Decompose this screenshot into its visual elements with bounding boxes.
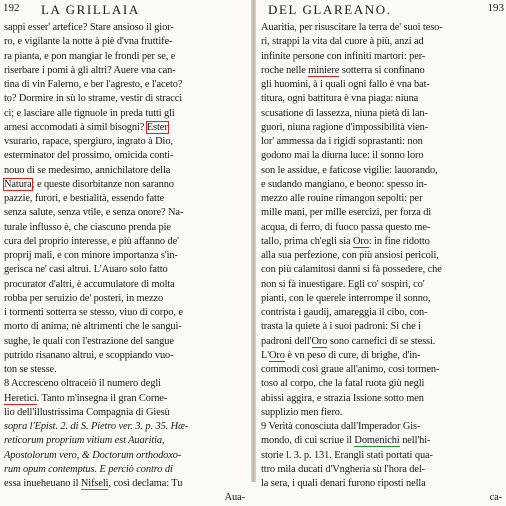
text-line — [4, 149, 247, 163]
text-line — [261, 292, 504, 306]
text-fragment: nell'hi- — [399, 435, 431, 447]
text-fragment: morto di anima; nè altrimenti che le sangui- — [4, 321, 182, 333]
text-fragment: putrido risanano altrui, e scoppiando vuo- — [4, 349, 174, 361]
text-line — [4, 349, 247, 363]
right-page — [256, 0, 506, 504]
text-fragment: Aua- — [224, 492, 245, 504]
text-fragment: acqua, di ferro, di fuoco passa questo me- — [261, 221, 431, 233]
text-fragment: essa inueheuano il — [4, 478, 81, 489]
text-line — [4, 491, 247, 505]
text-fragment: mondo, di cui scriue il — [261, 435, 355, 447]
text-fragment: guori, niuna ragione d'impossibilità vien- — [261, 121, 429, 133]
text-line — [261, 21, 504, 35]
text-fragment: gli huomini, à i quali ogni fallo è vna bat- — [261, 79, 430, 90]
left-page-header — [3, 2, 247, 18]
text-line — [4, 292, 247, 306]
text-fragment: ca- — [489, 492, 502, 504]
text-fragment: ton se stesse. — [4, 364, 57, 375]
text-line — [4, 178, 247, 192]
text-fragment: nouo di se medesimo, annichilatore della — [4, 164, 171, 176]
highlighted-word: Oro — [353, 235, 369, 247]
text-line — [261, 149, 504, 163]
text-line — [261, 78, 504, 92]
text-line — [261, 477, 504, 491]
text-fragment: 8 Accresceno oltraceiò il numero degli — [4, 378, 161, 390]
text-fragment: riserbare i pomi à gli altri? Auere vna can- — [4, 64, 176, 76]
text-fragment: sopra l'Epist. 2. di S. Pietro ver. 3. p. 35. Hæ- — [4, 421, 189, 432]
text-fragment: ri, strappi la vita dal cuore à più, anzi ad — [261, 36, 424, 48]
text-fragment: turale influsso è, che ciascuno prenda pie — [4, 221, 171, 233]
text-line — [261, 363, 504, 377]
highlighted-word: Domenichi — [354, 435, 400, 447]
text-line — [261, 178, 504, 192]
text-fragment: reticorum proprium vitium est Auaritia, — [4, 435, 165, 447]
text-fragment: trasta la quiete à i suoi padroni: Sì che i — [261, 321, 421, 333]
highlighted-word: Natura — [4, 178, 32, 190]
text-line — [261, 491, 504, 505]
text-fragment: vsurario, rapace, spergiuro, ingrato à Dio, — [4, 136, 173, 147]
highlighted-word: Oro — [269, 349, 285, 361]
text-line — [4, 449, 247, 463]
text-line — [4, 278, 247, 292]
text-line — [261, 235, 504, 249]
text-fragment: procurator d'altri, è accumulatore di molta — [4, 278, 175, 290]
text-line — [261, 406, 504, 420]
text-line — [261, 320, 504, 334]
text-line — [261, 306, 504, 320]
text-fragment: ra pianta, e pon mangiar le frondi per se, e — [4, 50, 176, 62]
text-line — [4, 64, 247, 78]
text-fragment: contrista i gaudij, amareggia il cibo, con- — [261, 307, 428, 318]
left-page — [0, 0, 251, 504]
text-fragment: sotterra si confinano — [339, 64, 425, 76]
text-fragment: proprij mali, e con minore importanza s'in- — [4, 250, 178, 261]
text-fragment: lor' ammessa da i rigidi soprastanti: non — [261, 136, 423, 147]
text-line — [4, 335, 247, 349]
text-line — [4, 192, 247, 206]
text-line — [4, 420, 247, 434]
text-fragment: roche nelle — [261, 64, 309, 76]
text-fragment: arnesi accomodati à simil bisogni? — [4, 121, 147, 133]
text-line — [4, 221, 247, 235]
right-page-header — [260, 2, 504, 18]
text-fragment: sughe, le quali con l'estrazione del sangue — [4, 335, 174, 347]
text-fragment: pianti, con le querele interrompe il sonno, — [261, 292, 431, 304]
text-line — [261, 463, 504, 477]
text-fragment: toso al corpo, che la fatal ruota giù negli — [261, 378, 425, 390]
text-line — [261, 449, 504, 463]
text-fragment: alla sua perfezione, con più ansiosi pericoli, — [261, 250, 439, 261]
text-line — [261, 349, 504, 363]
text-fragment: scusatione di lassezza, niuna pietà di lan- — [261, 107, 428, 119]
text-fragment: rum opum contemptus. E perciò contro di — [4, 463, 173, 475]
text-fragment: e sudando mangiano, e beono: spesso in- — [261, 178, 428, 190]
left-page-text — [4, 21, 247, 506]
text-line — [261, 206, 504, 220]
text-fragment: cura del proprio interesse, e più affanno de' — [4, 235, 179, 247]
text-fragment: tallo, prima ch'egli sia — [261, 235, 353, 247]
highlighted-word: Ester — [146, 121, 168, 133]
text-line — [261, 420, 504, 434]
text-line — [4, 249, 247, 263]
text-fragment: sono carnefici di se stessi. — [327, 335, 436, 347]
text-line — [261, 263, 504, 277]
text-line — [4, 306, 247, 320]
text-fragment: infinite persone con infiniti martori: per- — [261, 50, 426, 62]
text-fragment: Apostolorum vero, & Doctorum orthodoxo- — [4, 449, 182, 461]
text-line — [261, 92, 504, 106]
text-line — [4, 164, 247, 178]
text-line — [261, 335, 504, 349]
text-fragment: pazzie, furori, e bestialità, essendo fatte — [4, 193, 165, 204]
text-fragment: ro, e vigilante la notte à piè d'vna fruttife- — [4, 36, 173, 48]
text-fragment: padroni dell' — [261, 335, 312, 347]
text-fragment: i tormenti sotterra se stesso, viuo di corpo, e — [4, 307, 183, 318]
text-fragment: abissi aggira, e strazia Issione sotto men — [261, 392, 424, 404]
text-fragment: è vn peso di cure, di brighe, d'in- — [284, 349, 421, 361]
left-page-number: 192 — [3, 2, 20, 14]
text-line — [261, 392, 504, 406]
right-page-text — [261, 21, 504, 506]
text-line — [4, 463, 247, 477]
text-line — [261, 64, 504, 78]
text-fragment: , così declama: Tu — [108, 478, 183, 489]
right-page-number: 193 — [487, 2, 504, 14]
text-line — [4, 320, 247, 334]
text-line — [4, 78, 247, 92]
text-fragment: : in fine ridotto — [368, 235, 430, 247]
text-line — [261, 50, 504, 64]
text-fragment: ; e queste disorbitanze non saranno — [31, 178, 174, 190]
text-line — [261, 164, 504, 178]
text-fragment: ttro mila ducati d'Vngheria sù l'hora del- — [261, 463, 426, 475]
text-line — [4, 50, 247, 64]
text-fragment: robba per seruizio de' posteri, in mezzo — [4, 292, 164, 304]
text-line — [261, 221, 504, 235]
text-line — [4, 21, 247, 35]
text-line — [261, 278, 504, 292]
text-line — [4, 35, 247, 49]
highlighted-word: miniere — [308, 64, 340, 76]
text-line — [261, 377, 504, 391]
text-fragment: son le assidue, e faticose vigilie: lauorando, — [261, 164, 438, 176]
text-fragment: con più calamitosi danni si fà possedere, che — [261, 264, 442, 276]
text-fragment: commodi così graue all'animo, così tormen- — [261, 364, 440, 375]
text-line — [4, 477, 247, 491]
highlighted-word: Oro — [311, 335, 328, 347]
text-fragment: non si fà inuestigare. Egli co' sospiri, co' — [261, 278, 425, 290]
text-line — [261, 434, 504, 448]
text-fragment: senza salute, senza vtile, e senza onore? Na- — [4, 207, 184, 219]
text-fragment: sappi esser' artefice? Stare ansioso il gior- — [4, 22, 174, 33]
text-line — [4, 235, 247, 249]
text-fragment: titura, ogni battitura è vna piaga: niuna — [261, 93, 419, 105]
text-fragment: supplizio men fiero. — [261, 406, 343, 418]
left-running-head: LA GRILLAIA — [41, 2, 140, 17]
text-fragment: . Tanto m'insegna il gran Corne- — [36, 392, 168, 404]
text-line — [261, 107, 504, 121]
text-line — [4, 263, 247, 277]
text-line — [4, 121, 247, 135]
text-line — [4, 363, 247, 377]
text-line — [261, 249, 504, 263]
highlighted-word: Heretici — [4, 392, 37, 404]
text-fragment: tina di vin Falerno, e ber l'agresto, e l'aceto? — [4, 79, 183, 90]
text-line — [261, 121, 504, 135]
text-fragment: gerisca ne' casi altrui. L'Auaro solo fatto — [4, 264, 168, 276]
text-line — [4, 392, 247, 406]
text-fragment: mezzo alle rouine rimangon sepolti: per — [261, 193, 423, 204]
text-line — [261, 135, 504, 149]
text-line — [4, 107, 247, 121]
highlighted-word: Nifseli — [80, 478, 109, 489]
text-line — [4, 92, 247, 106]
text-fragment: godono mai la diurna luce: il sonno loro — [261, 150, 424, 162]
right-running-head: DEL GLAREANO. — [268, 2, 392, 17]
text-line — [4, 135, 247, 149]
text-fragment: la sera, i quali denari furono riposti nella — [261, 478, 426, 489]
text-fragment: ci; e lasciare alle tignuole in preda tutti gli — [4, 107, 175, 119]
text-line — [4, 206, 247, 220]
text-line — [4, 377, 247, 391]
text-fragment: storie l. 3. p. 131. Erangli stati portati qua- — [261, 449, 433, 461]
text-fragment: esterminator del prossimo, omicida conti- — [4, 150, 174, 162]
text-line — [261, 35, 504, 49]
text-fragment: Auaritia, per risuscitare la terra de' suoi teso- — [261, 22, 443, 33]
text-fragment: mille mani, per mille esercizi, per forza di — [261, 207, 432, 219]
text-line — [4, 406, 247, 420]
text-fragment: L' — [261, 349, 270, 361]
text-fragment: lio dell'illustrissima Compagnia di Giesù — [4, 406, 170, 418]
text-line — [4, 434, 247, 448]
text-line — [261, 192, 504, 206]
text-fragment: 9 Verità conosciuta dall'Imperador Gis- — [261, 421, 421, 432]
text-fragment: to? Dormire in sù lo strame, vestir di stracci — [4, 93, 183, 105]
